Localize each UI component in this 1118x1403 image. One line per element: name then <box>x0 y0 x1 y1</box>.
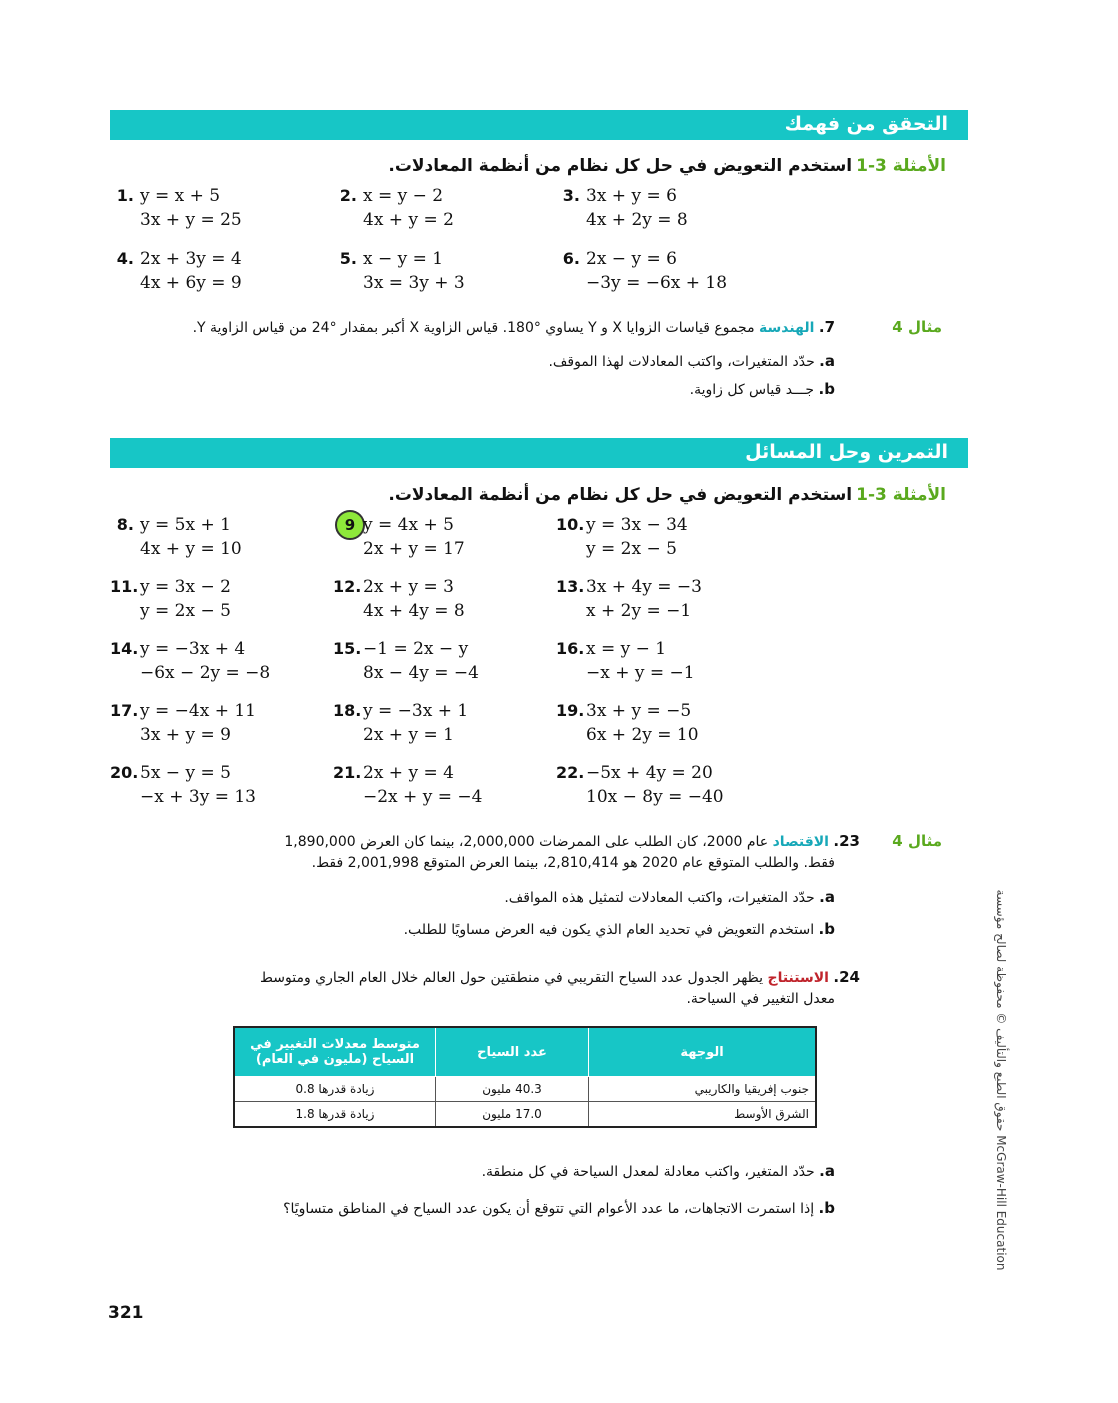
table-header: عدد السياح <box>436 1027 589 1077</box>
equation-line-2: 3x + y = 9 <box>140 725 231 745</box>
equation-line-2: y = 2x − 5 <box>586 539 677 559</box>
problem-number: 13. <box>556 577 585 596</box>
problem-number: 15. <box>333 639 362 658</box>
table-cell: 17.0 مليون <box>436 1102 589 1128</box>
question-7-text: مجموع قياسات الزوايا X و Y يساوي °180. قياس الزاوية X أكبر بمقدار °24 من قياس الزاوية Y. <box>192 320 755 336</box>
question-7-part-a: a. حدّد المتغيرات، واكتب المعادلات لهذا الموقف. <box>548 352 835 370</box>
problem-number: 21. <box>333 763 362 782</box>
table-cell: جنوب إفريقيا والكاريبي <box>589 1077 817 1102</box>
table-row <box>234 1077 816 1102</box>
tourism-table <box>233 1026 817 1128</box>
equation-line-1: y = −3x + 4 <box>140 639 246 659</box>
equation-line-1: y = 3x − 2 <box>140 577 231 597</box>
question-24-part-b: b. إذا استمرت الاتجاهات، ما عدد الأعوام التي تتوقع أن يكون عدد السياح في المناطق متساويًا؟ <box>283 1199 835 1217</box>
equation-line-2: 8x − 4y = −4 <box>363 663 479 683</box>
examples-tag: الأمثلة 3-1 <box>856 485 946 505</box>
equation-line-1: x = y − 2 <box>363 186 444 206</box>
problem-number: 18. <box>333 701 362 720</box>
question-23-part-a: a. حدّد المتغيرات، واكتب المعادلات لتمثيل هذه المواقف. <box>504 888 835 906</box>
problem-number: 10. <box>556 515 585 534</box>
table-cell: 40.3 مليون <box>436 1077 589 1102</box>
problem-number: 19. <box>556 701 585 720</box>
equation-line-1: y = 5x + 1 <box>140 515 231 535</box>
problem-number: 22. <box>556 763 585 782</box>
question-7-part-b: b. جـــد قياس كل زاوية. <box>689 380 835 398</box>
equation-line-1: 5x − y = 5 <box>140 763 231 783</box>
equation-line-1: 3x + y = −5 <box>586 701 692 721</box>
equation-line-2: −6x − 2y = −8 <box>140 663 271 683</box>
equation-line-2: 4x + 4y = 8 <box>363 601 465 621</box>
equation-line-2: 10x − 8y = −40 <box>586 787 724 807</box>
equation-line-1: 2x + 3y = 4 <box>140 249 242 269</box>
equation-line-1: −5x + 4y = 20 <box>586 763 713 783</box>
equation-line-2: 4x + y = 2 <box>363 210 454 230</box>
equation-line-1: 3x + 4y = −3 <box>586 577 702 597</box>
equation-line-1: 2x + y = 3 <box>363 577 454 597</box>
problem-number: 16. <box>556 639 585 658</box>
problem-number: 2. <box>339 186 357 205</box>
equation-line-1: 2x + y = 4 <box>363 763 454 783</box>
equation-line-1: y = x + 5 <box>140 186 221 206</box>
equation-line-2: y = 2x − 5 <box>140 601 231 621</box>
question-7: 7. الهندسة مجموع قياسات الزوايا X و Y يساوي °180. قياس الزاوية X أكبر بمقدار °24 من قياس الزاوية Y. <box>192 318 835 336</box>
equation-line-2: 4x + 2y = 8 <box>586 210 688 230</box>
equation-line-2: 2x + y = 1 <box>363 725 454 745</box>
equation-line-2: −x + y = −1 <box>586 663 695 683</box>
keyword-conclusion: الاستنتاج <box>767 970 829 986</box>
question-24-line2: معدل التغيير في السياحة. <box>686 991 835 1007</box>
question-23-part-b: b. استخدم التعويض في تحديد العام الذي يكون فيه العرض مساويًا للطلب. <box>403 920 835 938</box>
problem-number: 5. <box>339 249 357 268</box>
table-header: متوسط معدلات التغيير في السياح (مليون في العام) <box>234 1027 436 1077</box>
equation-line-2: 4x + 6y = 9 <box>140 273 242 293</box>
instruction-text: استخدم التعويض في حل كل نظام من أنظمة المعادلات. <box>388 485 853 505</box>
equation-line-2: x + 2y = −1 <box>586 601 692 621</box>
question-23-line2: فقط. والطلب المتوقع عام 2020 هو 2,810,414، بينما العرض المتوقع 2,001,998 فقط. <box>311 855 835 871</box>
keyword-geometry: الهندسة <box>759 320 815 336</box>
table-row <box>234 1102 816 1128</box>
equation-line-1: y = 4x + 5 <box>363 515 454 535</box>
example-label: مثال 4 <box>892 318 942 336</box>
problem-number: 4. <box>116 249 134 268</box>
table-cell: زيادة قدرها 0.8 <box>234 1077 436 1102</box>
instruction-row <box>388 485 946 505</box>
example-label: مثال 4 <box>892 832 942 850</box>
problem-number: 12. <box>333 577 362 596</box>
equation-line-1: x = y − 1 <box>586 639 667 659</box>
question-23: 23. الاقتصاد عام 2000، كان الطلب على الممرضات 2,000,000، بينما كان العرض 1,890,000 <box>284 832 860 850</box>
problem-number: 17. <box>110 701 139 720</box>
problem-number: 1. <box>116 186 134 205</box>
problem-number: 3. <box>562 186 580 205</box>
problem-number-highlighted: 9 <box>335 510 365 540</box>
equation-line-2: −3y = −6x + 18 <box>586 273 728 293</box>
equation-line-1: 2x − y = 6 <box>586 249 677 269</box>
page-number: 321 <box>108 1303 144 1323</box>
equation-line-2: 3x = 3y + 3 <box>363 273 465 293</box>
instruction-row <box>388 156 946 176</box>
section-banner-check-understanding <box>110 110 968 140</box>
equation-line-1: y = −4x + 11 <box>140 701 256 721</box>
section-banner-practice <box>110 438 968 468</box>
table-header: الوجهة <box>589 1027 817 1077</box>
equation-line-2: −x + 3y = 13 <box>140 787 256 807</box>
equation-line-1: x − y = 1 <box>363 249 444 269</box>
problem-number: 11. <box>110 577 139 596</box>
instruction-text: استخدم التعويض في حل كل نظام من أنظمة المعادلات. <box>388 156 853 176</box>
equation-line-2: 2x + y = 17 <box>363 539 465 559</box>
examples-tag: الأمثلة 3-1 <box>856 156 946 176</box>
equation-line-2: −2x + y = −4 <box>363 787 483 807</box>
problem-number: 8. <box>116 515 134 534</box>
equation-line-2: 6x + 2y = 10 <box>586 725 699 745</box>
question-24: 24. الاستنتاج يظهر الجدول عدد السياح التقريبي في منطقتين حول العالم خلال العام الجاري ومتوسط <box>260 968 860 986</box>
equation-line-2: 4x + y = 10 <box>140 539 242 559</box>
banner-title: التحقق من فهمك <box>784 113 948 135</box>
problem-number: 6. <box>562 249 580 268</box>
copyright-sidebar: حقوق الطبع والتأليف © محفوظة لصالح مؤسسة McGraw-Hill Education <box>994 889 1008 1271</box>
problem-number: 20. <box>110 763 139 782</box>
problem-number: 14. <box>110 639 139 658</box>
equation-line-1: −1 = 2x − y <box>363 639 469 659</box>
equation-line-1: y = −3x + 1 <box>363 701 469 721</box>
equation-line-1: 3x + y = 6 <box>586 186 677 206</box>
table-cell: الشرق الأوسط <box>589 1102 817 1128</box>
table-cell: زيادة قدرها 1.8 <box>234 1102 436 1128</box>
equation-line-1: y = 3x − 34 <box>586 515 688 535</box>
equation-line-2: 3x + y = 25 <box>140 210 242 230</box>
question-24-part-a: a. حدّد المتغير، واكتب معادلة لمعدل السياحة في كل منطقة. <box>481 1162 835 1180</box>
keyword-economy: الاقتصاد <box>772 834 829 850</box>
banner-title: التمرين وحل المسائل <box>745 441 948 463</box>
